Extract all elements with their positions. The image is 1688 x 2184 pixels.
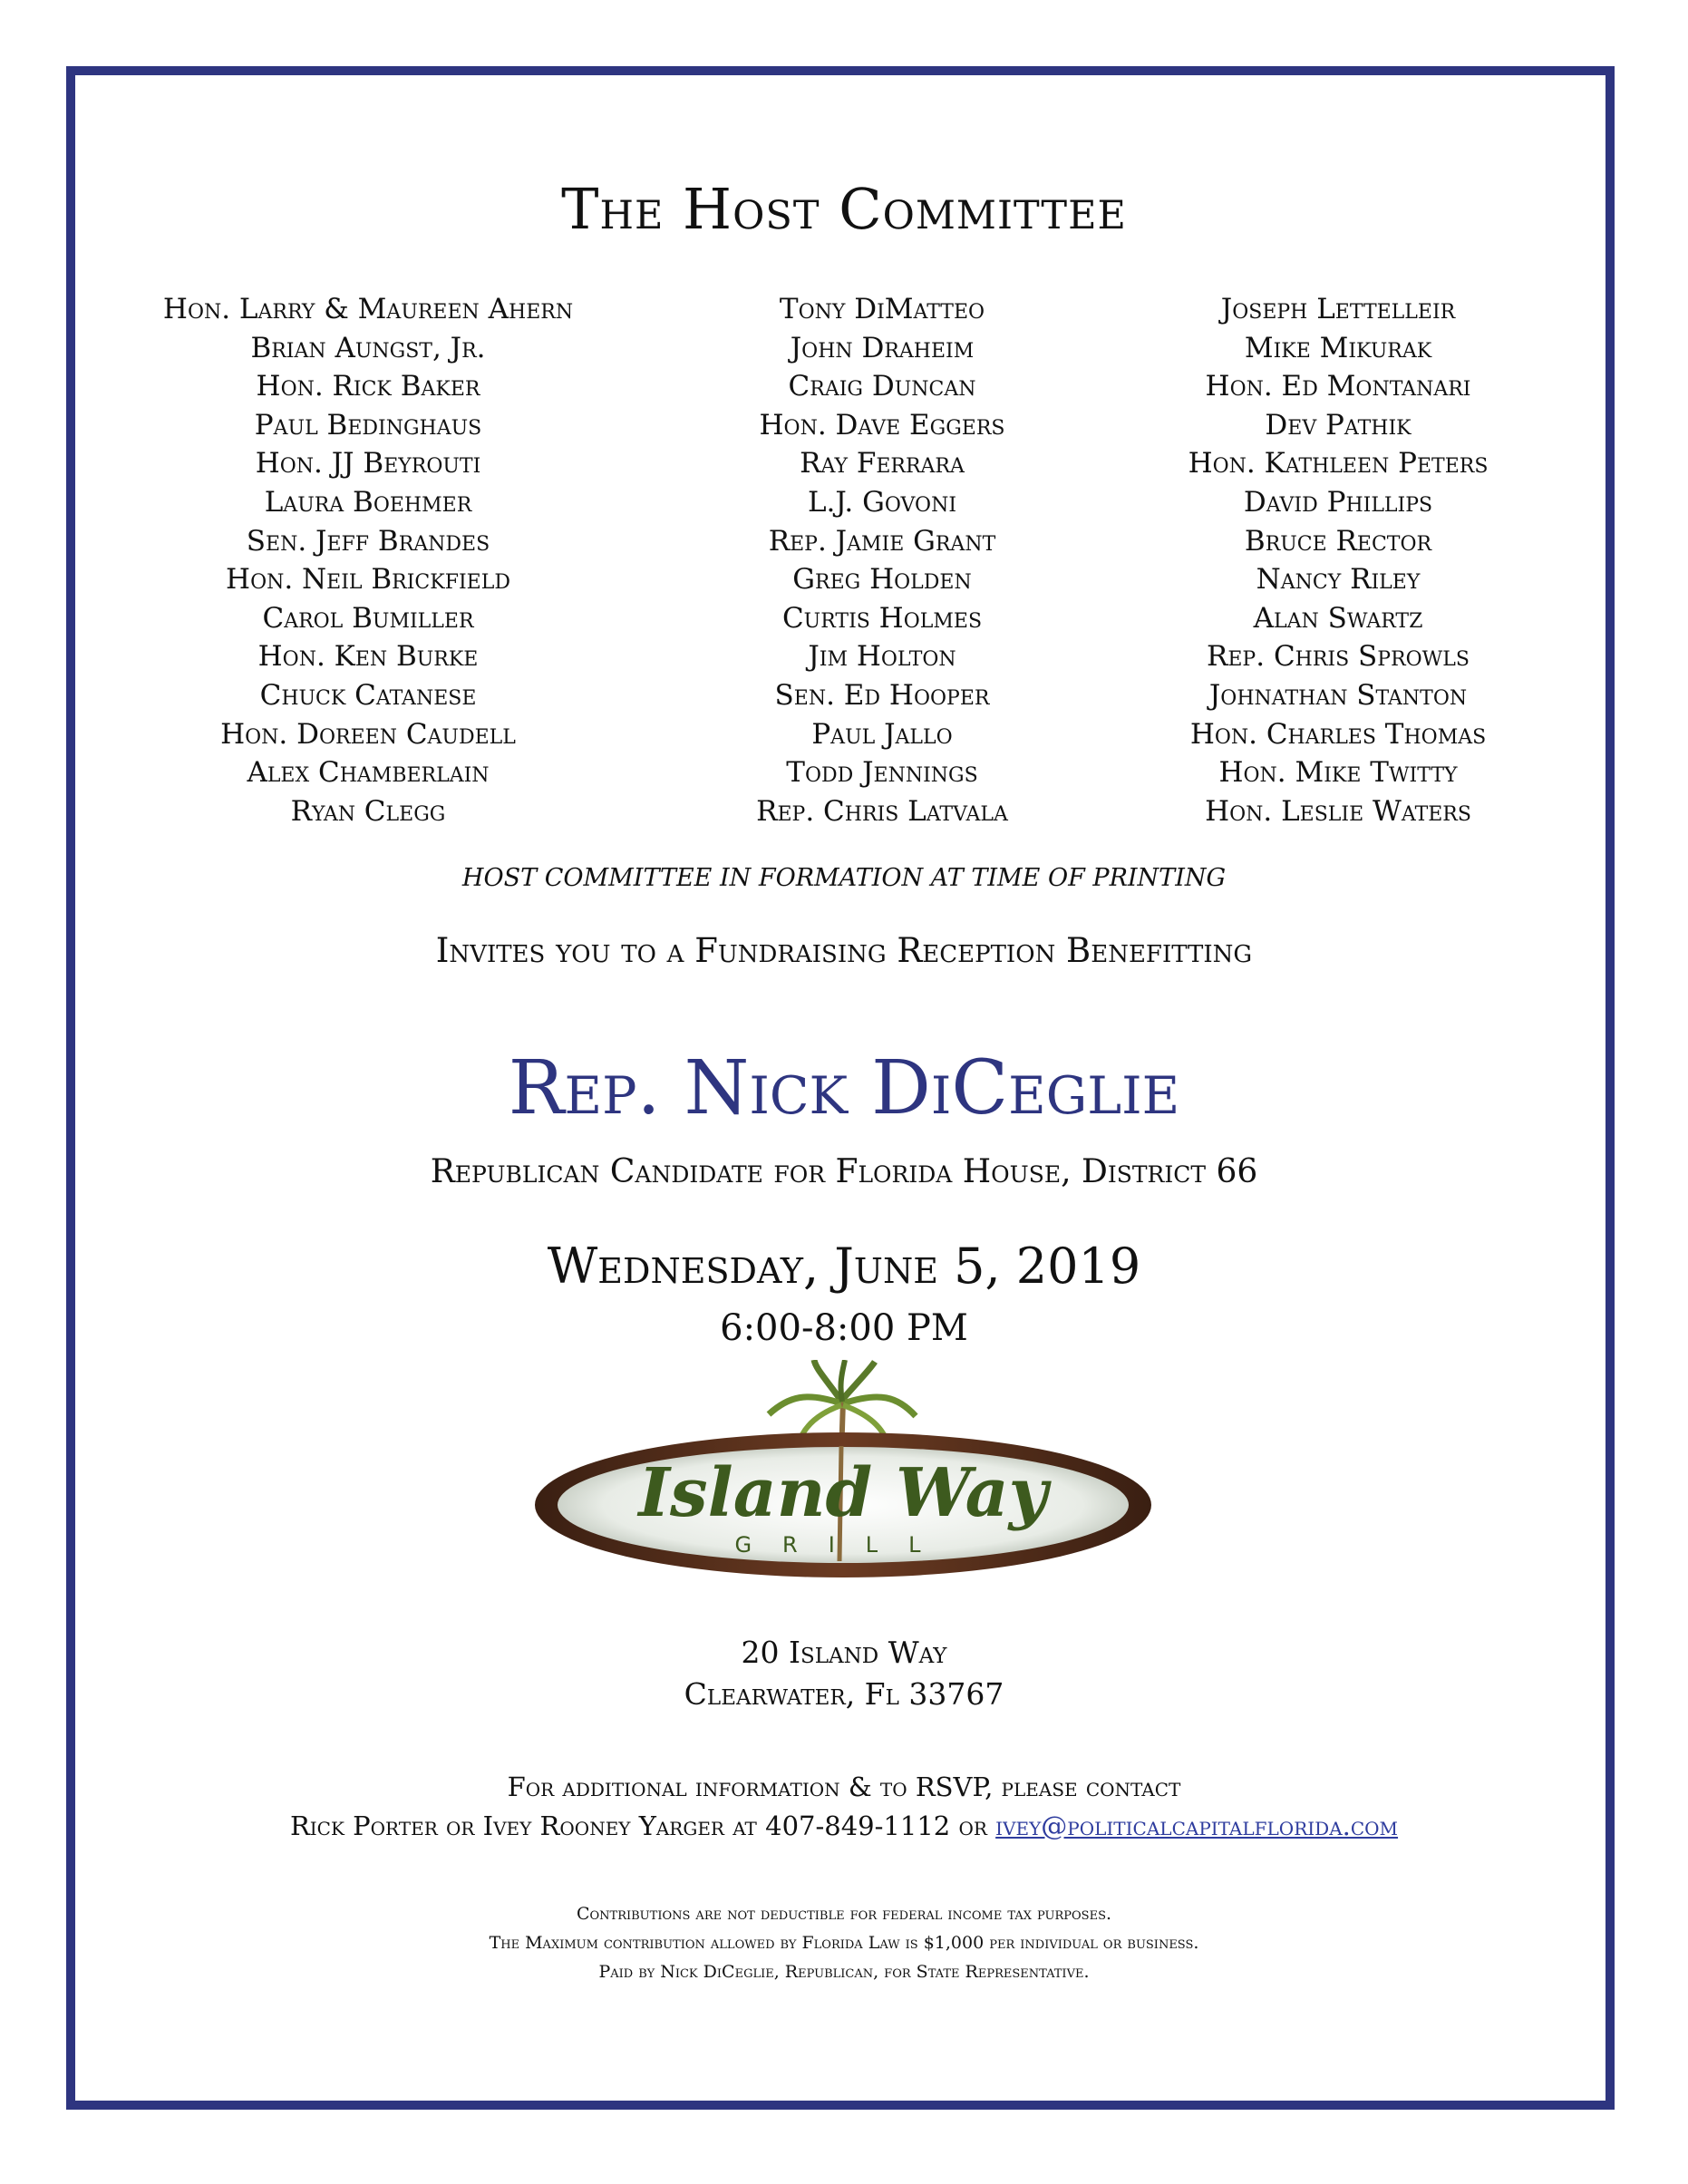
committee-member: Paul Bedinghaus bbox=[254, 408, 482, 442]
committee-member: Todd Jennings bbox=[786, 756, 978, 790]
logo-title: Island Way bbox=[638, 1454, 1048, 1532]
disclaimer-line-3: Paid by Nick DiCeglie, Republican, for State Representative. bbox=[598, 1962, 1090, 1982]
invitation-line: Invites you to a Fundraising Reception Benefitting bbox=[435, 931, 1253, 970]
candidate-name: Rep. Nick DiCeglie bbox=[508, 1045, 1180, 1131]
contact-line-2 bbox=[0, 1807, 1688, 1846]
committee-member: Rep. Chris Sprowls bbox=[1207, 640, 1470, 674]
committee-member: Dev Pathik bbox=[1265, 408, 1412, 442]
committee-column-2 bbox=[628, 290, 1136, 830]
committee-member: Brian Aungst, Jr. bbox=[250, 331, 486, 364]
disclaimer-line-1: Contributions are not deductible for federal income tax purposes. bbox=[576, 1904, 1112, 1924]
committee-member: Rep. Chris Latvala bbox=[756, 794, 1008, 828]
committee-member: Hon. Leslie Waters bbox=[1205, 794, 1471, 828]
committee-member: Hon. Mike Twitty bbox=[1218, 756, 1458, 790]
committee-member: Rep. Jamie Grant bbox=[768, 524, 996, 558]
committee-member: Hon. Doreen Caudell bbox=[220, 717, 516, 751]
committee-member: Chuck Catanese bbox=[259, 678, 477, 712]
committee-column-3 bbox=[1084, 290, 1592, 830]
committee-member: Jim Holton bbox=[808, 640, 956, 674]
committee-member: Greg Holden bbox=[792, 563, 972, 597]
committee-member: Ryan Clegg bbox=[290, 794, 446, 828]
committee-member: Tony DiMatteo bbox=[779, 293, 985, 325]
committee-member: Ray Ferrara bbox=[800, 447, 965, 480]
disclaimer-line-2: The Maximum contribution allowed by Florida Law is $1,000 per individual or business. bbox=[489, 1933, 1199, 1953]
address-line-2: Clearwater, Fl 33767 bbox=[684, 1676, 1004, 1712]
committee-member: Hon. Rick Baker bbox=[256, 370, 480, 403]
venue-address bbox=[0, 1632, 1688, 1715]
contact-names-phone: Rick Porter or Ivey Rooney Yarger at 407-849-1112 or bbox=[289, 1810, 987, 1841]
committee-member: Paul Jallo bbox=[811, 717, 953, 751]
committee-member: Johnathan Stanton bbox=[1208, 678, 1468, 712]
committee-member: Hon. Larry & Maureen Ahern bbox=[162, 293, 574, 325]
committee-member: Laura Boehmer bbox=[264, 485, 472, 519]
committee-member: L.J. Govoni bbox=[807, 485, 957, 519]
contact-info bbox=[0, 1768, 1688, 1846]
committee-member: Sen. Ed Hooper bbox=[774, 678, 990, 712]
venue-logo bbox=[526, 1360, 1160, 1596]
candidate-subtitle: Republican Candidate for Florida House, District 66 bbox=[430, 1153, 1258, 1190]
committee-member: Hon. JJ Beyrouti bbox=[255, 447, 481, 480]
committee-member: Hon. Ed Montanari bbox=[1205, 370, 1471, 403]
committee-member: Bruce Rector bbox=[1244, 524, 1432, 558]
address-line-1: 20 Island Way bbox=[741, 1635, 947, 1670]
committee-member: Hon. Kathleen Peters bbox=[1188, 447, 1489, 480]
committee-member: Mike Mikurak bbox=[1244, 331, 1432, 364]
committee-member: John Draheim bbox=[790, 331, 975, 364]
event-time: 6:00-8:00 PM bbox=[720, 1307, 968, 1349]
committee-member: Hon. Charles Thomas bbox=[1189, 717, 1487, 751]
committee-member: Nancy Riley bbox=[1256, 563, 1421, 597]
committee-member: Hon. Neil Brickfield bbox=[226, 563, 510, 597]
committee-member: Hon. Ken Burke bbox=[257, 640, 479, 674]
committee-member: Curtis Holmes bbox=[781, 601, 983, 635]
committee-member: Alan Swartz bbox=[1253, 601, 1423, 635]
committee-member: Joseph Lettelleir bbox=[1220, 293, 1456, 325]
email-link[interactable]: ivey@politicalcapitalflorida.com bbox=[995, 1810, 1399, 1841]
committee-member: Craig Duncan bbox=[788, 370, 976, 403]
committee-column-1 bbox=[114, 290, 622, 830]
committee-member: Hon. Dave Eggers bbox=[759, 408, 1005, 442]
formation-note: HOST COMMITTEE IN FORMATION AT TIME OF PRINTING bbox=[461, 864, 1227, 892]
event-date: Wednesday, June 5, 2019 bbox=[547, 1238, 1141, 1295]
committee-member: Carol Bumiller bbox=[262, 601, 474, 635]
logo-subtitle: GRILL bbox=[734, 1532, 952, 1558]
committee-member: Alex Chamberlain bbox=[247, 756, 490, 790]
committee-member: Sen. Jeff Brandes bbox=[246, 524, 490, 558]
committee-member: David Phillips bbox=[1243, 485, 1433, 519]
page-title: The Host Committee bbox=[561, 176, 1127, 242]
legal-disclaimer bbox=[0, 1899, 1688, 1986]
contact-line-1: For additional information & to RSVP, please contact bbox=[507, 1771, 1181, 1802]
